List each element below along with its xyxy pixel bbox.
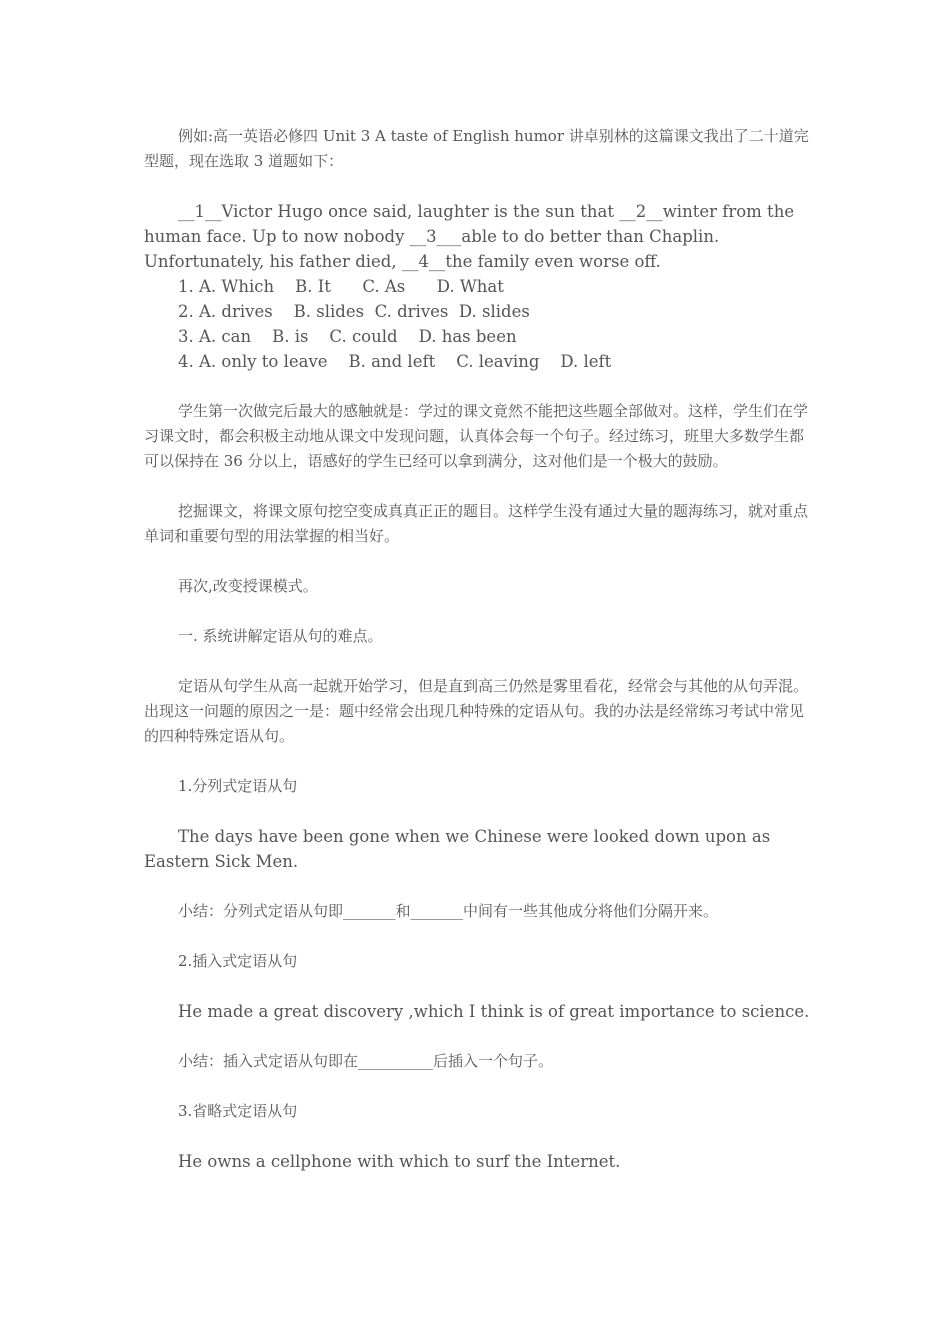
spacer [144,474,810,499]
subheading-1: 1.分列式定语从句 [178,777,298,795]
option-line-1: 1. A. Which B. It C. As D. What [178,277,504,296]
spacer [144,549,810,574]
spacer [144,749,810,774]
spacer [144,1074,810,1099]
intro-paragraph: 例如:高一英语必修四 Unit 3 A taste of English humor 讲卓别林的这篇课文我出了二十道完型题，现在选取 3 道题如下： [144,127,809,170]
summary-2: 小结：插入式定语从句即在__________后插入一个句子。 [178,1052,554,1070]
spacer [144,174,810,199]
subheading-3: 3.省略式定语从句 [178,1102,298,1120]
section-heading-1: 一. 系统讲解定语从句的难点。 [178,627,383,645]
example-sentence-3: He owns a cellphone with which to surf the Internet. [178,1152,621,1171]
example-sentence-2: He made a great discovery ,which I think is of great importance to science. [178,1002,810,1021]
option-line-3: 3. A. can B. is C. could D. has been [178,327,517,346]
explain-paragraph: 定语从句学生从高一起就开始学习，但是直到高三仍然是雾里看花，经常会与其他的从句弄混。出现这一问题的原因之一是：题中经常会出现几种特殊的定语从句。我的办法是经常练习考试中常见的四种特殊定语从句。 [144,677,809,745]
reaction-paragraph: 学生第一次做完后最大的感触就是：学过的课文竟然不能把这些题全部做对。这样，学生们在学习课文时，都会积极主动地从课文中发现问题，认真体会每一个句子。经过练习，班里大多数学生都可以保持在 36 分以上，语感好的学生已经可以拿到满分，这对他们是一个极大的鼓励。 [144,402,809,470]
digging-paragraph: 挖掘课文，将课文原句挖空变成真真正正的题目。这样学生没有通过大量的题海练习，就对重点单词和重要句型的用法掌握的相当好。 [144,502,809,545]
again-line: 再次,改变授课模式。 [178,577,318,595]
spacer [144,374,810,399]
cloze-passage: __1__Victor Hugo once said, laughter is the sun that __2__winter from the human face. Up to now nobody __3___able to do better than Chaplin. Unfortunately, his father died, __4__the family even worse off. [144,202,800,271]
summary-1: 小结：分列式定语从句即_______和_______中间有一些其他成分将他们分隔开来。 [178,902,719,920]
spacer [144,1024,810,1049]
spacer [144,799,810,824]
spacer [144,649,810,674]
option-line-4: 4. A. only to leave B. and left C. leaving D. left [178,352,612,371]
spacer [144,599,810,624]
example-sentence-1: The days have been gone when we Chinese were looked down upon as Eastern Sick Men. [144,827,776,871]
spacer [144,874,810,899]
spacer [144,924,810,949]
option-line-2: 2. A. drives B. slides C. drives D. slides [178,302,530,321]
spacer [144,1124,810,1149]
document-body [144,124,810,1174]
subheading-2: 2.插入式定语从句 [178,952,298,970]
spacer [144,974,810,999]
